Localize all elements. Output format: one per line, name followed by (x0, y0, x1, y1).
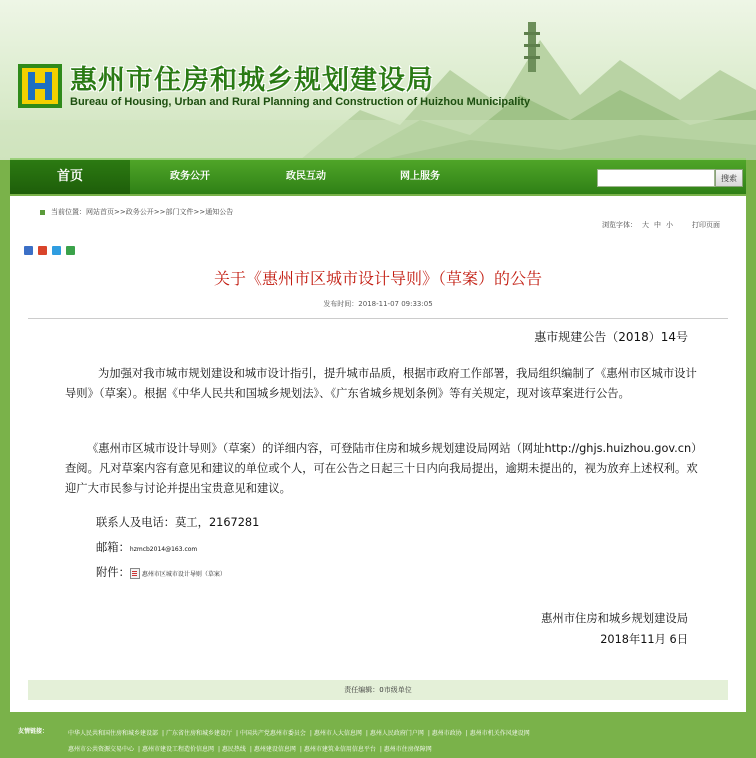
footer-link[interactable]: 惠州市机关作风建设网 (469, 730, 530, 737)
footer-link[interactable]: 惠州建设信息网 (253, 746, 296, 753)
attachment-row (96, 564, 226, 580)
footer-link[interactable]: 惠州市住房保障网 (383, 746, 432, 753)
share-toolbar (24, 240, 80, 259)
font-size-medium[interactable]: 中 (654, 221, 661, 229)
print-page-link[interactable]: 打印页面 (692, 221, 720, 229)
email-label: 邮箱： (96, 541, 130, 554)
share-renren-icon[interactable] (66, 246, 75, 255)
article-paragraph-2: 《惠州市区城市设计导则》（草案）的详细内容，可登陆市住房和城乡规划建设局网站（网址http://ghjs.huizhou.gov.cn）查阅。凡对草案内容有意见和建议的单位或个人，可在公告之日起三十日内向我局提出，逾期未提出的，视为放弃上述权利。欢迎广大市民参与讨论并提出宝贵意见和建议。 (65, 442, 703, 495)
signature-date: 2018年11月 6日 (600, 633, 688, 646)
title-divider (28, 318, 728, 319)
site-title: 惠州市住房和城乡规划建设局 (70, 65, 434, 96)
notice-number: 惠市规建公告（2018）14号 (534, 330, 688, 344)
email-row (96, 539, 197, 555)
footer-link[interactable]: 中华人民共和国住房和城乡建设部 (68, 730, 159, 737)
footer-link[interactable]: 惠民热线 (221, 746, 246, 753)
email-address: hzmcb2014@163.com (129, 546, 198, 553)
attachment-link[interactable]: 惠州市区城市设计导则（草案） (141, 571, 226, 578)
nav-online-service[interactable]: 网上服务 (400, 171, 440, 182)
footer-link[interactable]: 惠州市政协 (431, 730, 462, 737)
font-size-switcher (602, 220, 678, 230)
contact-info: 联系人及电话：莫工，2167281 (96, 516, 260, 529)
header-banner (0, 0, 756, 160)
article-paragraph-1: 为加强对我市城市规划建设和城市设计指引，提升城市品质，根据市政府工作部署，我局组织编制了《惠州市区城市设计导则》（草案）。根据《中华人民共和国城乡规划法》、《广东省城乡规划条例》等有关规定，现对该草案进行公告。 (65, 367, 697, 400)
breadcrumb (40, 207, 233, 217)
footer-link[interactable]: 中国共产党惠州市委员会 (239, 730, 306, 737)
signature-organization: 惠州市住房和城乡规划建设局 (541, 612, 688, 625)
nav-public-interaction[interactable]: 政民互动 (286, 171, 326, 182)
footer-link[interactable]: 广东省住房和城乡建设厅 (165, 730, 232, 737)
article-panel (10, 196, 746, 712)
friendly-links-label: 友情链接： (18, 728, 49, 735)
font-size-label: 浏览字体： (602, 221, 637, 229)
share-weibo-icon[interactable] (38, 246, 47, 255)
main-nav (10, 158, 746, 194)
responsible-editor: 责任编辑：0市级单位 (28, 680, 728, 700)
footer-link[interactable]: 惠州市人大信息网 (313, 730, 362, 737)
nav-home[interactable]: 首页 (10, 160, 130, 194)
font-size-large[interactable]: 大 (642, 221, 649, 229)
site-subtitle: Bureau of Housing, Urban and Rural Planning and Construction of Huizhou Municipality (70, 96, 531, 108)
friendly-links-list: 中华人民共和国住房和城乡建设部 | 广东省住房和城乡建设厅 | 中国共产党惠州市委员会 | 惠州市人大信息网 | 惠州人民政府门户网 | 惠州市政协 | 惠州市机关作风建设网 惠州市公共资源交易中心 | 惠州市建设工程造价信息网 | 惠民热线 | 惠州建设信息网 | 惠州市建筑业信用信息平台 | 惠州市住房保障网 (68, 730, 530, 753)
font-size-small[interactable]: 小 (666, 221, 673, 229)
publish-time: 发布时间：2018-11-07 09:33:05 (323, 300, 433, 308)
footer-link[interactable]: 惠州市公共资源交易中心 (68, 746, 135, 753)
footer (0, 718, 756, 756)
article-title: 关于《惠州市区城市设计导则》（草案）的公告 (213, 269, 542, 288)
attachment-label: 附件： (96, 566, 130, 579)
footer-link[interactable]: 惠州市建设工程造价信息网 (141, 746, 214, 753)
location-icon (40, 210, 45, 215)
document-icon (130, 568, 140, 579)
footer-link[interactable]: 惠州人民政府门户网 (369, 730, 424, 737)
breadcrumb-text[interactable]: 当前位置：网站首页>>政务公开>>部门文件>>通知公告 (51, 208, 234, 216)
bureau-logo (18, 64, 62, 108)
footer-link[interactable]: 惠州市建筑业信用信息平台 (303, 746, 376, 753)
share-tencent-icon[interactable] (52, 246, 61, 255)
nav-government-affairs[interactable]: 政务公开 (170, 171, 210, 182)
search-button[interactable]: 搜索 (715, 169, 743, 187)
share-qzone-icon[interactable] (24, 246, 33, 255)
search-input[interactable] (597, 169, 715, 187)
